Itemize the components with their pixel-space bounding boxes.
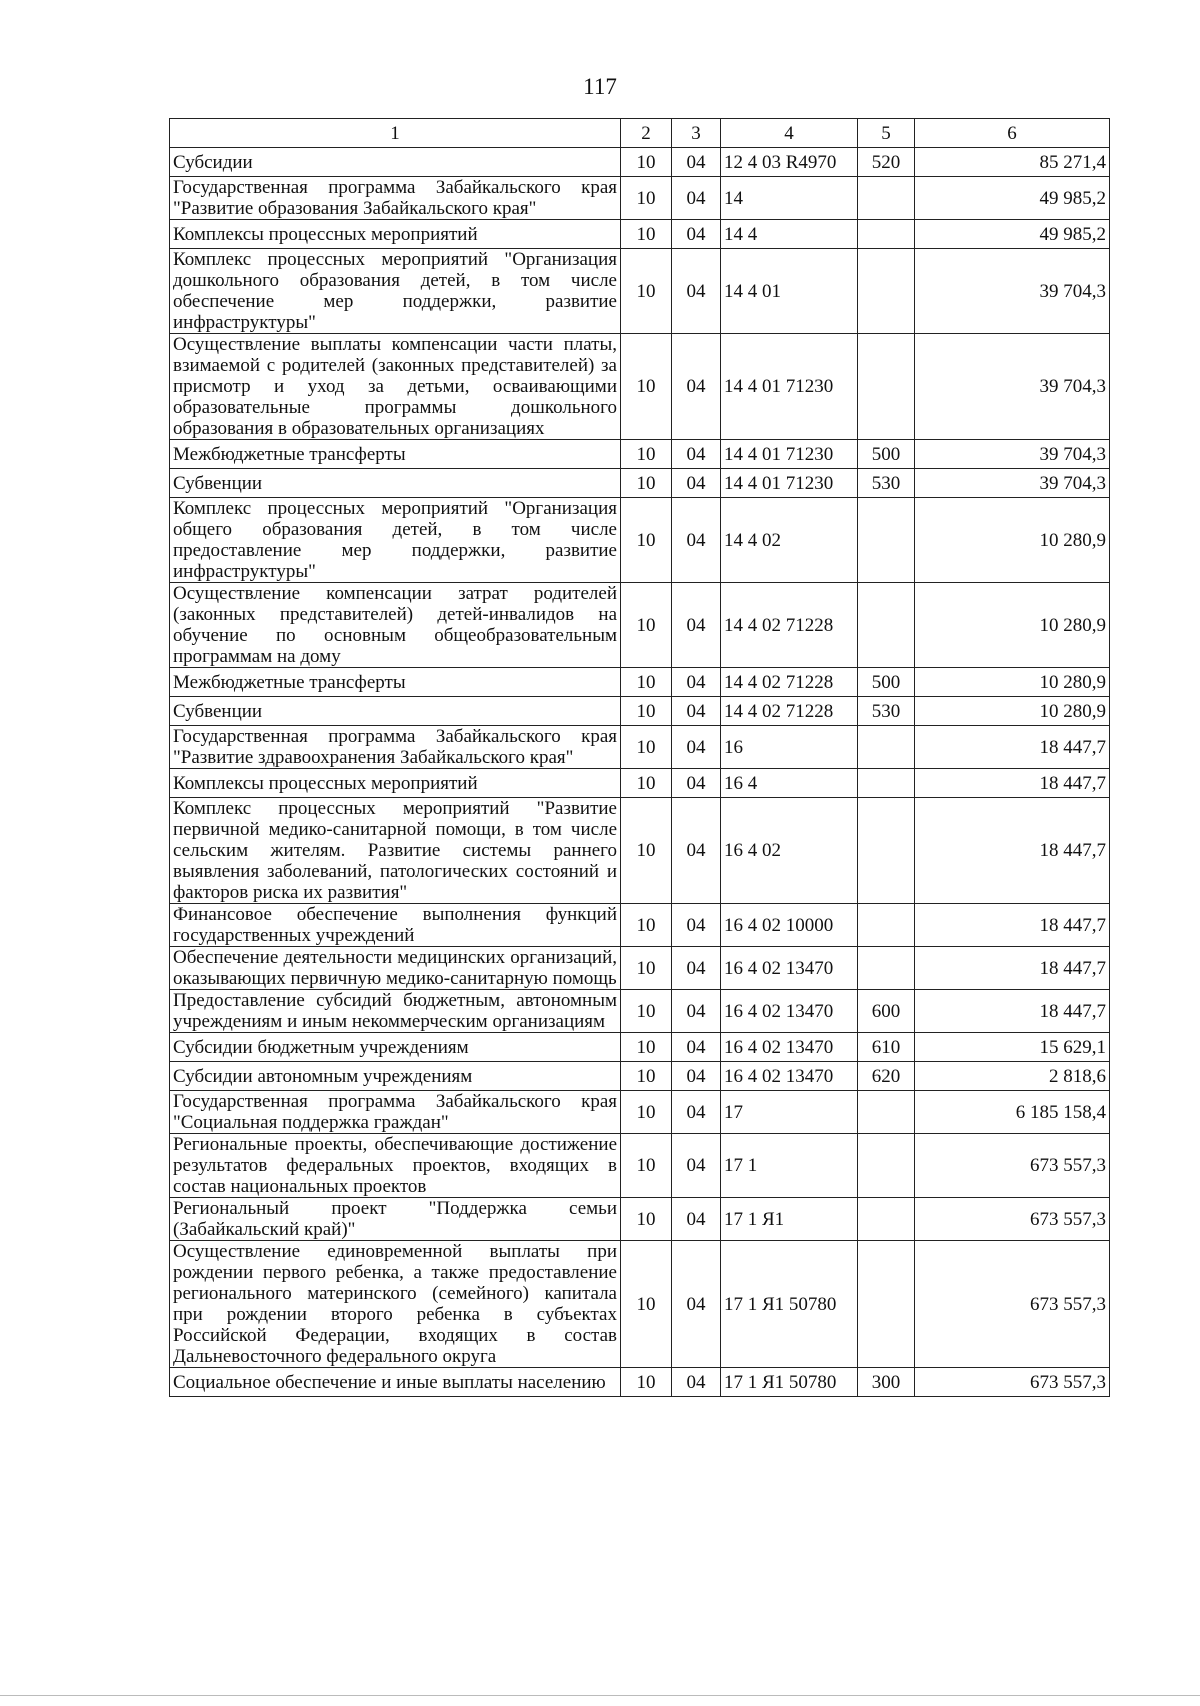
row-subsection-cell: 04 (672, 726, 721, 769)
header-col-5: 5 (858, 119, 915, 148)
row-name-cell: Субсидии бюджетным учреждениям (170, 1033, 621, 1062)
scan-edge-line (0, 1695, 1200, 1696)
row-name-cell: Региональные проекты, обеспечивающие достижение результатов федеральных проектов, входящих в состав национальных проектов (170, 1134, 621, 1198)
table-header-row (170, 119, 1110, 148)
row-section-cell: 10 (621, 220, 672, 249)
row-target-article-cell: 14 4 01 (721, 249, 858, 334)
row-subsection-cell: 04 (672, 1062, 721, 1091)
row-section-cell: 10 (621, 249, 672, 334)
row-subsection-cell: 04 (672, 498, 721, 583)
row-amount-cell: 18 447,7 (915, 726, 1110, 769)
table-row (170, 769, 1110, 798)
row-amount-cell: 39 704,3 (915, 469, 1110, 498)
table-row (170, 148, 1110, 177)
row-amount-cell: 49 985,2 (915, 220, 1110, 249)
table-row (170, 249, 1110, 334)
table-row (170, 1091, 1110, 1134)
row-target-article-cell: 14 4 02 (721, 498, 858, 583)
row-amount-cell: 18 447,7 (915, 798, 1110, 904)
row-name-cell: Комплексы процессных мероприятий (170, 220, 621, 249)
table-body (170, 148, 1110, 1397)
row-amount-cell: 18 447,7 (915, 990, 1110, 1033)
row-expense-type-cell: 620 (858, 1062, 915, 1091)
page-number: 117 (583, 74, 617, 99)
row-expense-type-cell: 520 (858, 148, 915, 177)
row-subsection-cell: 04 (672, 947, 721, 990)
row-target-article-cell: 14 4 02 71228 (721, 668, 858, 697)
header-col-1: 1 (170, 119, 621, 148)
row-target-article-cell: 14 4 01 71230 (721, 440, 858, 469)
row-amount-cell: 18 447,7 (915, 947, 1110, 990)
row-section-cell: 10 (621, 583, 672, 668)
row-name-cell: Межбюджетные трансферты (170, 668, 621, 697)
header-col-4: 4 (721, 119, 858, 148)
table-row (170, 220, 1110, 249)
row-section-cell: 10 (621, 798, 672, 904)
row-subsection-cell: 04 (672, 220, 721, 249)
row-expense-type-cell: 610 (858, 1033, 915, 1062)
row-amount-cell: 2 818,6 (915, 1062, 1110, 1091)
row-amount-cell: 49 985,2 (915, 177, 1110, 220)
row-expense-type-cell: 500 (858, 440, 915, 469)
row-section-cell: 10 (621, 1062, 672, 1091)
row-target-article-cell: 14 4 02 71228 (721, 697, 858, 726)
row-name-cell: Субсидии (170, 148, 621, 177)
table-row (170, 177, 1110, 220)
table-row (170, 440, 1110, 469)
row-name-cell: Осуществление единовременной выплаты при рождении первого ребенка, а также предоставление регионального материнского (семейного) капитала при рождении второго ребенка в субъектах Российской Федерации, входящих в состав Дальневосточного федерального округа (170, 1241, 621, 1368)
row-amount-cell: 6 185 158,4 (915, 1091, 1110, 1134)
row-amount-cell: 85 271,4 (915, 148, 1110, 177)
table-row (170, 583, 1110, 668)
table-row (170, 1033, 1110, 1062)
budget-table (169, 118, 1110, 1397)
row-expense-type-cell (858, 498, 915, 583)
row-section-cell: 10 (621, 469, 672, 498)
row-expense-type-cell (858, 798, 915, 904)
row-expense-type-cell: 300 (858, 1368, 915, 1397)
row-subsection-cell: 04 (672, 668, 721, 697)
row-section-cell: 10 (621, 498, 672, 583)
table-row (170, 990, 1110, 1033)
row-subsection-cell: 04 (672, 1241, 721, 1368)
row-section-cell: 10 (621, 1134, 672, 1198)
row-expense-type-cell (858, 904, 915, 947)
row-amount-cell: 15 629,1 (915, 1033, 1110, 1062)
row-subsection-cell: 04 (672, 334, 721, 440)
table-row (170, 1241, 1110, 1368)
row-section-cell: 10 (621, 148, 672, 177)
row-amount-cell: 39 704,3 (915, 440, 1110, 469)
row-subsection-cell: 04 (672, 1198, 721, 1241)
row-expense-type-cell (858, 947, 915, 990)
row-amount-cell: 10 280,9 (915, 697, 1110, 726)
row-expense-type-cell (858, 583, 915, 668)
row-expense-type-cell (858, 726, 915, 769)
row-expense-type-cell: 530 (858, 469, 915, 498)
row-subsection-cell: 04 (672, 1368, 721, 1397)
row-amount-cell: 18 447,7 (915, 904, 1110, 947)
row-amount-cell: 673 557,3 (915, 1368, 1110, 1397)
row-name-cell: Осуществление компенсации затрат родителей (законных представителей) детей-инвалидов на обучение по основным общеобразовательным программам на дому (170, 583, 621, 668)
row-expense-type-cell (858, 177, 915, 220)
row-subsection-cell: 04 (672, 1091, 721, 1134)
row-name-cell: Региональный проект "Поддержка семьи (Забайкальский край)" (170, 1198, 621, 1241)
row-name-cell: Государственная программа Забайкальского края "Развитие образования Забайкальского края" (170, 177, 621, 220)
row-name-cell: Комплекс процессных мероприятий "Развитие первичной медико-санитарной помощи, в том числе сельским жителям. Развитие системы раннего выявления заболеваний, патологических состояний и факторов риска их развития" (170, 798, 621, 904)
row-target-article-cell: 14 4 (721, 220, 858, 249)
row-section-cell: 10 (621, 668, 672, 697)
row-name-cell: Социальное обеспечение и иные выплаты населению (170, 1368, 621, 1397)
row-subsection-cell: 04 (672, 769, 721, 798)
row-section-cell: 10 (621, 990, 672, 1033)
row-target-article-cell: 17 1 (721, 1134, 858, 1198)
table-row (170, 334, 1110, 440)
row-target-article-cell: 16 4 02 (721, 798, 858, 904)
row-name-cell: Комплексы процессных мероприятий (170, 769, 621, 798)
table-row (170, 904, 1110, 947)
table-row (170, 697, 1110, 726)
row-expense-type-cell (858, 220, 915, 249)
row-name-cell: Осуществление выплаты компенсации части платы, взимаемой с родителей (законных представителей) за присмотр и уход за детьми, осваивающими образовательные программы дошкольного образования в образовательных организациях (170, 334, 621, 440)
row-name-cell: Предоставление субсидий бюджетным, автономным учреждениям и иным некоммерческим организациям (170, 990, 621, 1033)
row-name-cell: Государственная программа Забайкальского края "Развитие здравоохранения Забайкальского края" (170, 726, 621, 769)
row-amount-cell: 10 280,9 (915, 668, 1110, 697)
row-section-cell: 10 (621, 726, 672, 769)
row-target-article-cell: 14 4 02 71228 (721, 583, 858, 668)
row-expense-type-cell: 500 (858, 668, 915, 697)
row-subsection-cell: 04 (672, 148, 721, 177)
row-expense-type-cell (858, 1198, 915, 1241)
row-name-cell: Финансовое обеспечение выполнения функций государственных учреждений (170, 904, 621, 947)
row-subsection-cell: 04 (672, 1033, 721, 1062)
row-target-article-cell: 17 1 Я1 50780 (721, 1241, 858, 1368)
row-subsection-cell: 04 (672, 440, 721, 469)
row-expense-type-cell (858, 1134, 915, 1198)
row-subsection-cell: 04 (672, 904, 721, 947)
row-name-cell: Субвенции (170, 469, 621, 498)
row-expense-type-cell (858, 1241, 915, 1368)
row-name-cell: Государственная программа Забайкальского края "Социальная поддержка граждан" (170, 1091, 621, 1134)
row-name-cell: Обеспечение деятельности медицинских организаций, оказывающих первичную медико-санитарную помощь (170, 947, 621, 990)
row-section-cell: 10 (621, 177, 672, 220)
row-subsection-cell: 04 (672, 469, 721, 498)
row-target-article-cell: 16 4 02 13470 (721, 947, 858, 990)
row-target-article-cell: 16 4 02 13470 (721, 990, 858, 1033)
row-target-article-cell: 16 4 02 10000 (721, 904, 858, 947)
row-target-article-cell: 17 (721, 1091, 858, 1134)
table-row (170, 798, 1110, 904)
row-target-article-cell: 16 4 (721, 769, 858, 798)
row-section-cell: 10 (621, 1033, 672, 1062)
table-row (170, 469, 1110, 498)
row-section-cell: 10 (621, 440, 672, 469)
row-target-article-cell: 16 4 02 13470 (721, 1062, 858, 1091)
row-target-article-cell: 16 4 02 13470 (721, 1033, 858, 1062)
row-target-article-cell: 14 (721, 177, 858, 220)
row-expense-type-cell (858, 1091, 915, 1134)
row-section-cell: 10 (621, 904, 672, 947)
row-subsection-cell: 04 (672, 177, 721, 220)
row-subsection-cell: 04 (672, 249, 721, 334)
row-target-article-cell: 16 (721, 726, 858, 769)
row-subsection-cell: 04 (672, 990, 721, 1033)
row-target-article-cell: 14 4 01 71230 (721, 469, 858, 498)
row-amount-cell: 673 557,3 (915, 1134, 1110, 1198)
row-section-cell: 10 (621, 1241, 672, 1368)
row-name-cell: Межбюджетные трансферты (170, 440, 621, 469)
row-target-article-cell: 12 4 03 R4970 (721, 148, 858, 177)
row-expense-type-cell (858, 249, 915, 334)
row-subsection-cell: 04 (672, 1134, 721, 1198)
row-amount-cell: 10 280,9 (915, 583, 1110, 668)
row-amount-cell: 10 280,9 (915, 498, 1110, 583)
row-section-cell: 10 (621, 1091, 672, 1134)
table-row (170, 1368, 1110, 1397)
row-name-cell: Комплекс процессных мероприятий "Организация дошкольного образования детей, в том числе обеспечение мер поддержки, развитие инфраструктуры" (170, 249, 621, 334)
row-amount-cell: 673 557,3 (915, 1241, 1110, 1368)
row-expense-type-cell: 530 (858, 697, 915, 726)
row-amount-cell: 18 447,7 (915, 769, 1110, 798)
row-expense-type-cell (858, 334, 915, 440)
row-subsection-cell: 04 (672, 583, 721, 668)
table-row (170, 668, 1110, 697)
row-target-article-cell: 17 1 Я1 (721, 1198, 858, 1241)
header-col-3: 3 (672, 119, 721, 148)
row-section-cell: 10 (621, 1368, 672, 1397)
table-row (170, 1198, 1110, 1241)
table-row (170, 1062, 1110, 1091)
row-expense-type-cell (858, 769, 915, 798)
row-amount-cell: 673 557,3 (915, 1198, 1110, 1241)
table-row (170, 1134, 1110, 1198)
header-col-6: 6 (915, 119, 1110, 148)
row-section-cell: 10 (621, 334, 672, 440)
row-expense-type-cell: 600 (858, 990, 915, 1033)
row-section-cell: 10 (621, 947, 672, 990)
row-name-cell: Комплекс процессных мероприятий "Организация общего образования детей, в том числе предоставление мер поддержки, развитие инфраструктуры" (170, 498, 621, 583)
row-target-article-cell: 14 4 01 71230 (721, 334, 858, 440)
row-subsection-cell: 04 (672, 798, 721, 904)
row-section-cell: 10 (621, 1198, 672, 1241)
table-row (170, 498, 1110, 583)
row-section-cell: 10 (621, 769, 672, 798)
row-name-cell: Субвенции (170, 697, 621, 726)
row-subsection-cell: 04 (672, 697, 721, 726)
row-amount-cell: 39 704,3 (915, 334, 1110, 440)
table-row (170, 947, 1110, 990)
header-col-2: 2 (621, 119, 672, 148)
table-row (170, 726, 1110, 769)
row-target-article-cell: 17 1 Я1 50780 (721, 1368, 858, 1397)
row-section-cell: 10 (621, 697, 672, 726)
row-amount-cell: 39 704,3 (915, 249, 1110, 334)
row-name-cell: Субсидии автономным учреждениям (170, 1062, 621, 1091)
